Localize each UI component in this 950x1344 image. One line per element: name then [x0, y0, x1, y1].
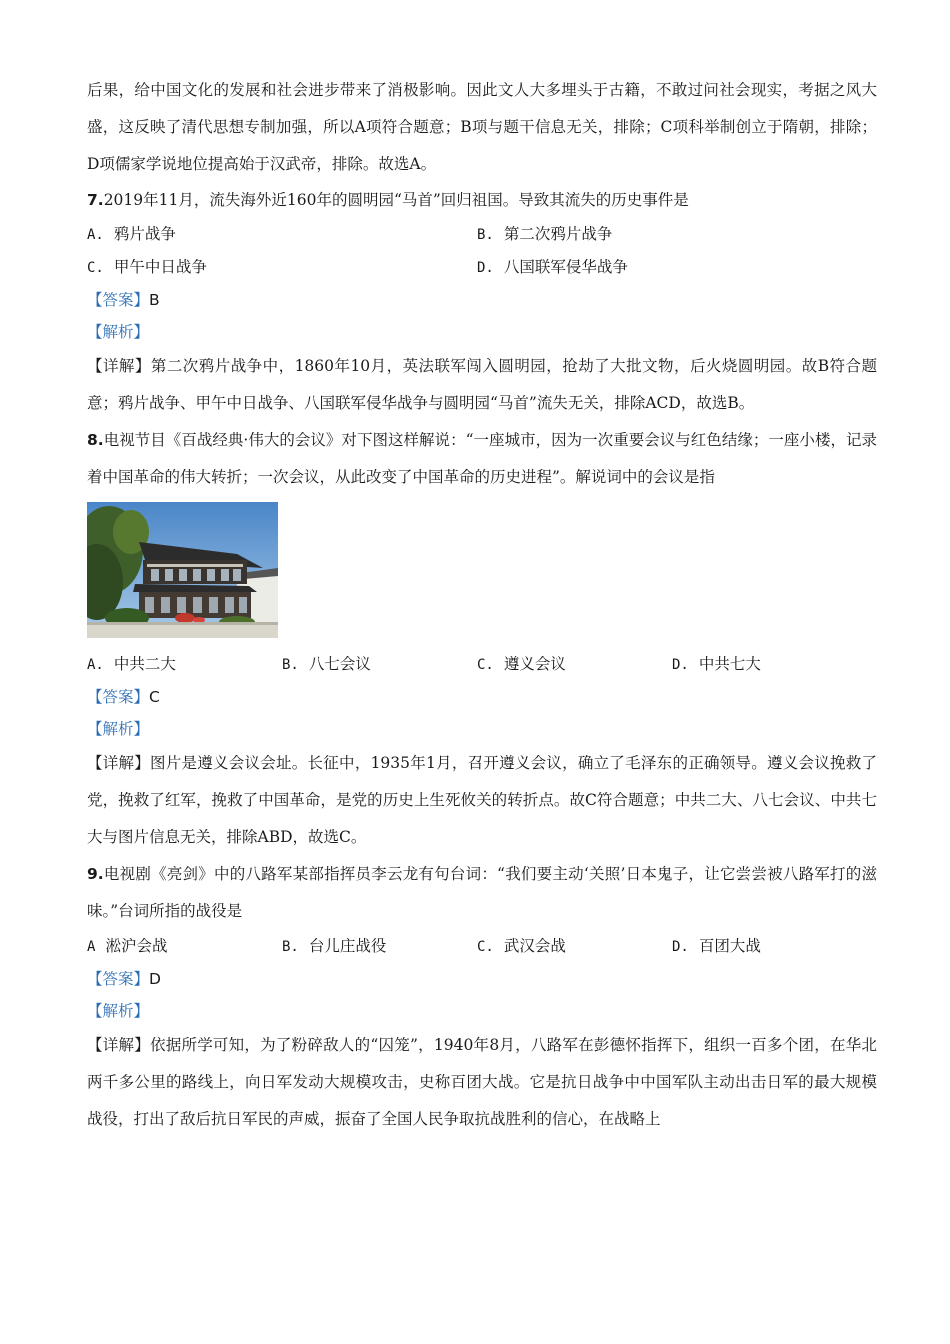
question-8-option-d: D. 中共七大 — [672, 655, 761, 673]
analysis-tag: 【解析】 — [87, 323, 150, 341]
question-7-answer — [87, 284, 877, 316]
detail-tag: 【详解】 — [87, 357, 151, 375]
detail-tag: 【详解】 — [87, 754, 151, 772]
question-9-answer-letter: D — [149, 970, 161, 988]
question-7-option-d: D. 八国联军侵华战争 — [477, 258, 628, 276]
question-8-text: 电视节目《百战经典·伟大的会议》对下图这样解说：“一座城市，因为一次重要会议与红色结缘；一座小楼，记录着中国革命的伟大转折；一次会议，从此改变了中国革命的历史进程”。解说词中的会议是指 — [87, 431, 877, 486]
photo-illustration — [87, 502, 278, 638]
question-9-number: 9. — [87, 865, 104, 883]
question-8-options — [87, 648, 877, 681]
detail-tag: 【详解】 — [87, 1036, 150, 1054]
zunyi-meeting-site-photo — [87, 502, 278, 638]
question-7-option-b: B. 第二次鸦片战争 — [477, 225, 613, 243]
question-9-options — [87, 930, 877, 963]
question-9-text: 电视剧《亮剑》中的八路军某部指挥员李云龙有句台词：“我们要主动‘关照’日本鬼子，让它尝尝被八路军打的滋味。”台词所指的战役是 — [87, 865, 877, 920]
question-7-answer-letter: B — [149, 291, 160, 309]
question-9-stem — [87, 856, 877, 930]
question-7-options-row-1 — [87, 218, 877, 251]
question-9-option-d: D. 百团大战 — [672, 937, 761, 955]
question-9-option-c: C. 武汉会战 — [477, 937, 566, 955]
previous-question-explanation: 后果，给中国文化的发展和社会进步带来了消极影响。因此文人大多埋头于古籍，不敢过问社会现实，考据之风大盛，这反映了清代思想专制加强，所以A项符合题意；B项与题干信息无关，排除；C项科举制创立于隋朝，排除；D项儒家学说地位提高始于汉武帝，排除。故选A。 — [87, 81, 877, 173]
question-9-option-a: A 淞沪会战 — [87, 937, 168, 955]
question-8-analysis — [87, 713, 877, 745]
question-8-detail — [87, 745, 877, 856]
question-9-option-b: B. 台儿庄战役 — [282, 937, 387, 955]
question-7-option-a: A. 鸦片战争 — [87, 225, 176, 243]
question-7-number: 7. — [87, 191, 104, 209]
question-7-option-c: C. 甲午中日战争 — [87, 258, 207, 276]
question-7-analysis — [87, 316, 877, 348]
answer-tag: 【答案】 — [87, 688, 150, 706]
question-9-detail — [87, 1027, 877, 1138]
question-8-stem — [87, 422, 877, 496]
answer-tag: 【答案】 — [87, 291, 150, 309]
question-8-answer — [87, 681, 877, 713]
question-8-option-c: C. 遵义会议 — [477, 655, 566, 673]
question-9-answer — [87, 963, 877, 995]
question-9-analysis — [87, 995, 877, 1027]
question-7-options-row-2 — [87, 251, 877, 284]
question-8-answer-letter: C — [149, 688, 160, 706]
question-8-option-b: B. 八七会议 — [282, 655, 371, 673]
question-7-detail — [87, 348, 877, 422]
analysis-tag: 【解析】 — [87, 1002, 150, 1020]
question-7-stem — [87, 183, 877, 218]
answer-tag: 【答案】 — [87, 970, 150, 988]
question-8-number: 8. — [87, 431, 104, 449]
question-9-detail-text: 依据所学可知，为了粉碎敌人的“囚笼”，1940年8月，八路军在彭德怀指挥下，组织一百多个团，在华北两千多公里的路线上，向日军发动大规模攻击，史称百团大战。它是抗日战争中中国军队主动出击日军的最大规模战役，打出了敌后抗日军民的声威，振奋了全国人民争取抗战胜利的信心，在战略上 — [87, 1036, 877, 1128]
document-page — [87, 72, 877, 1138]
question-8-detail-text: 图片是遵义会议会址。长征中，1935年1月，召开遵义会议，确立了毛泽东的正确领导。遵义会议挽救了党，挽救了红军，挽救了中国革命，是党的历史上生死攸关的转折点。故C符合题意；中共二大、八七会议、中共七大与图片信息无关，排除ABD，故选C。 — [87, 754, 877, 846]
question-8-option-a: A. 中共二大 — [87, 655, 176, 673]
question-7-detail-text: 第二次鸦片战争中，1860年10月，英法联军闯入圆明园，抢劫了大批文物，后火烧圆明园。故B符合题意；鸦片战争、甲午中日战争、八国联军侵华战争与圆明园“马首”流失无关，排除ACD，故选B。 — [87, 357, 877, 412]
analysis-tag: 【解析】 — [87, 720, 150, 738]
question-7-text: 2019年11月，流失海外近160年的圆明园“马首”回归祖国。导致其流失的历史事件是 — [103, 191, 689, 209]
